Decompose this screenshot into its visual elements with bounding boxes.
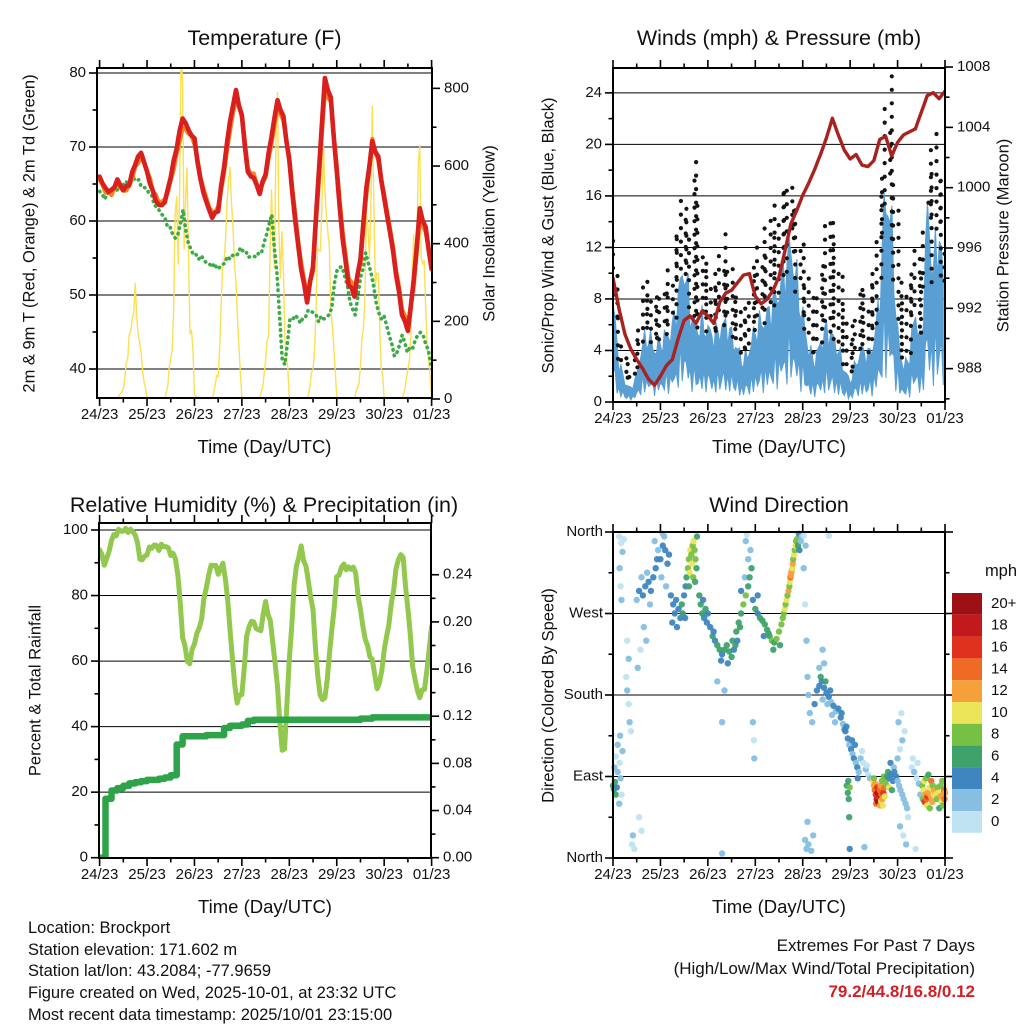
x-axis-label-direction: Time (Day/UTC)	[712, 896, 846, 917]
rh-frame	[99, 523, 431, 858]
footer-elevation: Station elevation: 171.602 m	[28, 941, 238, 959]
footer-timestamp: Most recent data timestamp: 2025/10/01 23:15:00	[28, 1006, 393, 1024]
tick-label: 1004	[957, 118, 991, 136]
tick-label: 01/23	[412, 405, 451, 423]
tick-label: 27/23	[223, 405, 261, 423]
tick-label: 20	[71, 783, 88, 801]
temperature-frame	[97, 68, 432, 398]
tick-label: 29/23	[831, 409, 869, 427]
tick-label: 0.12	[443, 707, 473, 725]
tick-label: 26/23	[175, 865, 214, 883]
tick-label: 24/23	[80, 865, 119, 883]
tick-label: 80	[69, 63, 86, 81]
tick-label: 200	[444, 312, 470, 330]
y-axis-label-solar-right: Solar Insolation (Yellow)	[480, 145, 499, 322]
tick-label: 27/23	[736, 409, 775, 427]
y-axis-label-direction-left: Direction (Colored By Speed)	[539, 588, 558, 803]
tick-label: 29/23	[317, 405, 356, 423]
panel-rh-precip	[100, 528, 432, 857]
panel-title-temperature: Temperature (F)	[187, 26, 342, 50]
tick-label: 29/23	[317, 865, 356, 883]
x-axis-label-winds: Time (Day/UTC)	[712, 436, 846, 457]
tick-label: 30/23	[365, 405, 403, 423]
series-2m-temperature	[100, 78, 432, 331]
colorbar-label: 0	[991, 812, 1000, 830]
colorbar-label: 2	[991, 791, 1000, 809]
tick-label: 26/23	[175, 405, 214, 423]
tick-label: 24/23	[594, 409, 632, 427]
tick-label: 40	[69, 359, 86, 377]
tick-label: 992	[957, 299, 983, 317]
series-total-rainfall	[100, 717, 432, 857]
colorbar-label: 4	[991, 769, 1000, 787]
tick-label: 01/23	[926, 409, 964, 427]
tick-label: 25/23	[641, 409, 680, 427]
colorbar	[952, 593, 982, 833]
colorbar-label: 8	[991, 725, 1000, 743]
tick-label: 27/23	[223, 865, 261, 883]
tick-label: East	[572, 767, 603, 785]
tick-label: 1008	[957, 58, 991, 76]
series-solar-insolation	[100, 55, 432, 399]
tick-label: 30/23	[878, 409, 917, 427]
tick-label: South	[563, 685, 603, 703]
panel-title-winds-pressure: Winds (mph) & Pressure (mb)	[636, 26, 922, 50]
x-axis-label-temperature: Time (Day/UTC)	[197, 436, 332, 457]
colorbar-label: 18	[991, 616, 1008, 634]
tick-label: 20	[585, 135, 602, 153]
colorbar-title: mph	[984, 562, 1018, 580]
tick-label: 80	[71, 586, 88, 604]
tick-label: 0.00	[443, 848, 473, 866]
tick-label: 8	[593, 289, 602, 307]
tick-label: 01/23	[926, 865, 964, 883]
tick-label: 28/23	[783, 409, 822, 427]
extremes-subheading: (High/Low/Max Wind/Total Precipitation)	[673, 959, 975, 978]
colorbar-label: 16	[991, 638, 1008, 656]
tick-label: 70	[69, 137, 86, 155]
footer-latlon: Station lat/lon: 43.2084; -77.9659	[28, 962, 272, 980]
tick-label: West	[569, 604, 603, 622]
colorbar-label: 12	[991, 682, 1008, 700]
tick-label: 30/23	[878, 865, 917, 883]
tick-label: 26/23	[689, 409, 727, 427]
tick-label: 25/23	[641, 865, 680, 883]
tick-label: 30/23	[365, 865, 403, 883]
tick-label: 0	[593, 392, 602, 410]
tick-label: 24/23	[80, 405, 119, 423]
tick-label: 29/23	[831, 865, 869, 883]
tick-label: 0.08	[443, 754, 473, 772]
tick-label: 4	[593, 341, 602, 359]
tick-label: 50	[69, 285, 86, 303]
y-axis-label-wind-left: Sonic/Prop Wind & Gust (Blue, Black)	[539, 97, 558, 374]
tick-label: 800	[444, 79, 470, 97]
tick-label: 12	[585, 238, 602, 256]
footer-location: Location: Brockport	[28, 919, 171, 937]
tick-label: 24	[585, 83, 602, 101]
tick-label: 28/23	[270, 405, 309, 423]
tick-label: 26/23	[689, 865, 727, 883]
colorbar-label: 6	[991, 747, 1000, 765]
footer-created: Figure created on Wed, 2025-10-01, at 23:32 UTC	[28, 984, 397, 1002]
tick-label: 1000	[957, 178, 991, 196]
panel-winds-pressure	[611, 74, 947, 400]
tick-label: 600	[444, 156, 470, 174]
extremes-heading: Extremes For Past 7 Days	[776, 936, 975, 955]
tick-label: 01/23	[412, 865, 451, 883]
tick-label: 25/23	[128, 405, 166, 423]
tick-label: 28/23	[270, 865, 309, 883]
panel-title-rh-precip: Relative Humidity (%) & Precipitation (in)	[69, 493, 459, 517]
colorbar-label: 10	[991, 703, 1008, 721]
x-axis-label-rh: Time (Day/UTC)	[198, 896, 332, 917]
tick-label: 400	[444, 234, 470, 252]
tick-label: 988	[957, 359, 983, 377]
tick-label: 100	[62, 520, 88, 538]
series-9m-temperature	[100, 91, 432, 325]
tick-label: 40	[71, 717, 88, 735]
colorbar-label: 20+	[991, 594, 1017, 612]
tick-label: 0.24	[443, 565, 473, 583]
tick-label: 25/23	[128, 865, 166, 883]
tick-label: 0	[444, 389, 453, 407]
tick-label: North	[566, 848, 603, 866]
tick-label: 0.16	[443, 660, 473, 678]
tick-label: 0.20	[443, 612, 473, 630]
extremes-values: 79.2/44.8/16.8/0.12	[828, 982, 975, 1001]
tick-label: 60	[69, 211, 86, 229]
panel-temperature	[100, 55, 432, 399]
tick-label: 16	[585, 186, 602, 204]
colorbar-label: 14	[991, 660, 1008, 678]
tick-label: 0.04	[443, 801, 473, 819]
panel-wind-direction	[610, 531, 948, 857]
tick-label: North	[566, 522, 603, 540]
tick-label: 60	[71, 652, 88, 670]
y-axis-label-temp-left: 2m & 9m T (Red, Orange) & 2m Td (Green)	[20, 74, 39, 393]
tick-label: 28/23	[783, 865, 822, 883]
panel-title-wind-direction: Wind Direction	[709, 493, 849, 517]
tick-label: 0	[79, 848, 88, 866]
tick-label: 24/23	[594, 865, 632, 883]
tick-label: 27/23	[736, 865, 775, 883]
series-2m-dewpoint	[100, 178, 431, 364]
y-axis-label-percent-left: Percent & Total Rainfall	[26, 604, 45, 777]
y-axis-label-pressure-right: Station Pressure (Maroon)	[994, 138, 1013, 333]
tick-label: 996	[957, 238, 983, 256]
